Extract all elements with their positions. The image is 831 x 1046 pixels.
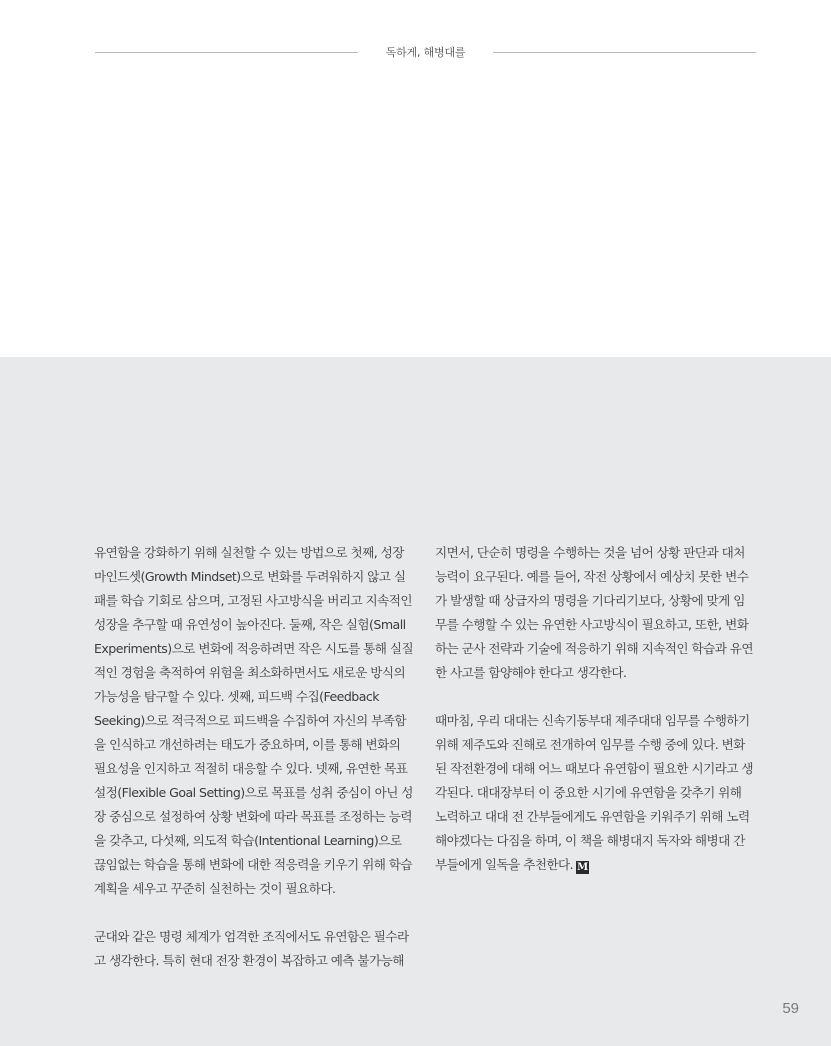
running-header	[95, 40, 756, 64]
text-line-final	[435, 853, 757, 877]
text-line: 적인 경험을 축적하여 위험을 최소화하면서도 새로운 방식의	[94, 665, 406, 680]
text-line: 을 인식하고 개선하려는 태도가 중요하며, 이를 통해 변화의	[94, 737, 401, 752]
text-line: 해야겠다는 다짐을 하며, 이 책을 해병대지 독자와 해병대 간	[435, 833, 745, 848]
text-line: 고 생각한다. 특히 현대 전장 환경이 복잡하고 예측 불가능해	[94, 953, 404, 968]
text-line: 각된다. 대대장부터 이 중요한 시기에 유연함을 갖추기 위해	[435, 785, 742, 800]
text-line: 한 사고를 함양해야 한다고 생각한다.	[435, 665, 627, 680]
text-line: 위해 제주도와 진해로 전개하여 임무를 수행 중에 있다. 변화	[435, 737, 745, 752]
text-line: 때마침, 우리 대대는 신속기동부대 제주대대 임무를 수행하기	[435, 713, 750, 728]
text-line: Experiments)으로 변화에 적응하려면 작은 시도를 통해 실질	[94, 641, 414, 656]
header-rule-left	[95, 52, 358, 53]
paragraph-gap	[435, 685, 757, 709]
text-line: 하는 군사 전략과 기술에 적응하기 위해 지속적인 학습과 유연	[435, 641, 754, 656]
text-line: 무를 수행할 수 있는 유연한 사고방식이 필요하고, 또한, 변화	[435, 617, 749, 632]
text-line: 마인드셋(Growth Mindset)으로 변화를 두려워하지 않고 실	[94, 569, 406, 584]
text-line: 유연함을 강화하기 위해 실천할 수 있는 방법으로 첫째, 성장	[94, 545, 404, 560]
text-line: 계획을 세우고 꾸준히 실천하는 것이 필요하다.	[94, 881, 336, 896]
text-line: 노력하고 대대 전 간부들에게도 유연함을 키워주기 위해 노력	[435, 809, 750, 824]
header-title: 독하게, 해병대를	[385, 46, 466, 59]
text-line: 필요성을 인지하고 적절히 대응할 수 있다. 넷째, 유연한 목표	[94, 761, 408, 776]
body-text-left-column	[94, 541, 416, 973]
text-line: 장 중심으로 설정하여 상황 변화에 따라 목표를 조정하는 능력	[94, 809, 413, 824]
text-line: 군대와 같은 명령 체계가 엄격한 조직에서도 유연함은 필수라	[94, 929, 409, 944]
text-line: 지면서, 단순히 명령을 수행하는 것을 넘어 상황 판단과 대처	[435, 545, 745, 560]
text-line: 가 발생할 때 상급자의 명령을 기다리기보다, 상황에 맞게 임	[435, 593, 745, 608]
body-text-right-column	[435, 541, 757, 877]
text-line: 을 갖추고, 다섯째, 의도적 학습(Intentional Learning)으로	[94, 833, 402, 848]
text-line: 성장을 추구할 때 유연성이 높아진다. 둘째, 작은 실험(Small	[94, 617, 406, 632]
text-line: 설정(Flexible Goal Setting)으로 목표를 성취 중심이 아닌 성	[94, 785, 413, 800]
end-mark-icon: M	[577, 862, 589, 873]
text-line: 끊임없는 학습을 통해 변화에 대한 적응력을 키우기 위해 학습	[94, 857, 413, 872]
text-line: 패를 학습 기회로 삼으며, 고정된 사고방식을 버리고 지속적인	[94, 593, 413, 608]
text-line: 된 작전환경에 대해 어느 때보다 유연함이 필요한 시기라고 생	[435, 761, 754, 776]
text-line: 능력이 요구된다. 예를 들어, 작전 상황에서 예상치 못한 변수	[435, 569, 749, 584]
text-line: 가능성을 탐구할 수 있다. 셋째, 피드백 수집(Feedback	[94, 689, 380, 704]
text-line-final-text: 부들에게 일독을 추천한다.	[435, 857, 574, 872]
text-line: Seeking)으로 적극적으로 피드백을 수집하여 자신의 부족함	[94, 713, 406, 728]
header-rule-right	[493, 52, 756, 53]
page-number: 59	[782, 1000, 799, 1017]
paragraph-gap	[94, 901, 416, 925]
